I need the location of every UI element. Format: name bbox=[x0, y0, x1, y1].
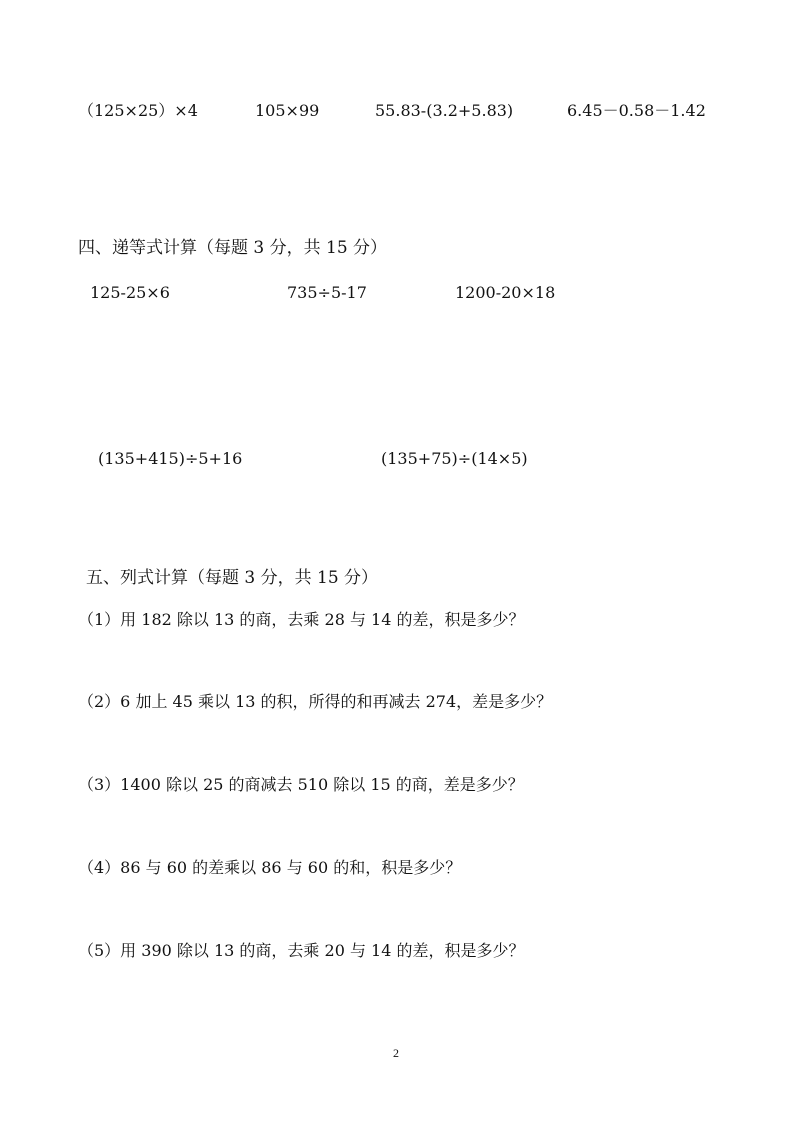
section4-expr-5: (135+75)÷(14×5) bbox=[381, 449, 528, 468]
expression-2: 105×99 bbox=[255, 101, 320, 120]
section5-question-2: （2）6 加上 45 乘以 13 的积，所得的和再减去 274，差是多少？ bbox=[78, 692, 553, 711]
section5-title: 五、列式计算（每题 3 分，共 15 分） bbox=[86, 568, 379, 588]
expression-3: 55.83-(3.2+5.83) bbox=[375, 101, 514, 120]
section4-expr-4: (135+415)÷5+16 bbox=[98, 449, 243, 468]
page-number: 2 bbox=[393, 1046, 399, 1060]
section4-expr-1: 125-25×6 bbox=[90, 283, 170, 302]
section5-question-3: （3）1400 除以 25 的商减去 510 除以 15 的商，差是多少？ bbox=[78, 775, 524, 794]
expression-4: 6.45－0.58－1.42 bbox=[567, 101, 706, 120]
section4-expr-2: 735÷5-17 bbox=[287, 283, 367, 302]
section5-question-4: （4）86 与 60 的差乘以 86 与 60 的和，积是多少？ bbox=[78, 858, 462, 877]
expression-1: （125×25）×4 bbox=[78, 101, 198, 120]
section4-expr-3: 1200-20×18 bbox=[455, 283, 556, 302]
section5-question-1: （1）用 182 除以 13 的商，去乘 28 与 14 的差，积是多少？ bbox=[78, 610, 525, 629]
section4-title: 四、递等式计算（每题 3 分，共 15 分） bbox=[78, 238, 388, 258]
section5-question-5: （5）用 390 除以 13 的商，去乘 20 与 14 的差，积是多少？ bbox=[78, 941, 525, 960]
